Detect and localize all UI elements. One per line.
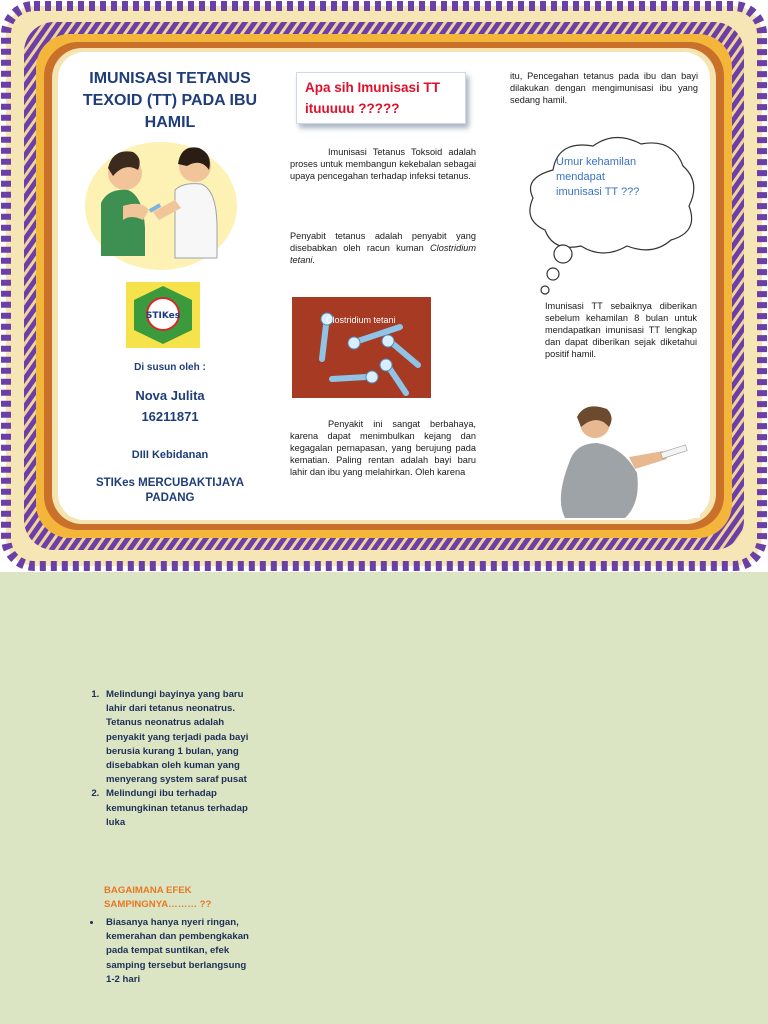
benefits-list (84, 688, 254, 830)
side-effects-list (84, 916, 254, 987)
student-id: 16211871 (141, 409, 199, 424)
danger-paragraph: Penyakit ini sangat berbahaya, karena dapat menimbulkan kejang dan kegagalan pernapasan, yang berujung pada kematian. Paling rentan adalah bayi baru lahir dan ibu yang melahirkan. Oleh karena (290, 419, 476, 477)
list-item: 2. Melindungi ibu terhadap kemungkinan tetanus terhadap luka (102, 787, 254, 830)
clostridium-photo (292, 297, 431, 398)
side-effect-heading: BAGAIMANA EFEK SAMPINGNYA……… ?? (104, 885, 212, 910)
brochure-title: IMUNISASI TETANUS TEXOID (TT) PADA IBU HAMIL (82, 70, 258, 131)
institution-name: STIKes MERCUBAKTIJAYA PADANG (95, 477, 245, 504)
cloud-question: Umur kehamilan mendapat imunisasi TT ??? (556, 156, 640, 198)
svg-text:STIKes: STIKes (145, 311, 181, 321)
timing-paragraph: Imunisasi TT sebaiknya diberikan sebelum kehamilan 8 bulan untuk mendapatkan imunisasi TT lengkap dan dapat diberikan sejak diketahui positif hamil. (545, 301, 697, 359)
pregnant-woman-photo (545, 403, 700, 518)
section-heading: Apa sih Imunisasi TT ituuuuu ????? (296, 72, 466, 124)
bacteria-name: Clostridium tetani. (290, 243, 476, 265)
vaccination-illustration (83, 128, 239, 274)
cause-paragraph (290, 230, 476, 266)
program-name: DIII Kebidanan (131, 449, 209, 461)
definition-paragraph: Imunisasi Tetanus Toksoid adalah proses untuk membangun kekebalan sebagai upaya pencegahan terhadap infeksi tetanus. (290, 147, 476, 181)
prevention-paragraph: itu, Pencegahan tetanus pada ibu dan bayi dilakukan dengan mengimunisasi ibu yang sedang hamil. (510, 71, 698, 105)
stikes-logo (126, 282, 200, 348)
cause-text: Penyabit tetanus adalah penyabit yang disebabkan oleh racun kuman (290, 231, 476, 253)
photo-label: Clostridium tetani (326, 315, 396, 325)
compiled-by-label: Di susun oleh : (134, 362, 206, 373)
list-item: • Biasanya hanya nyeri ringan, kemerahan dan pembengkakan pada tempat suntikan, efek samping tersebut berlangsung 1-2 hari (102, 916, 254, 987)
author-name: Nova Julita (135, 388, 205, 403)
list-item: 1. Melindungi bayinya yang baru lahir dari tetanus neonatrus. Tetanus neonatrus adalah penyakit yang terjadi pada bayi berusia kurang 1 bulan, yang disebabkan oleh kuman yang menyerang system saraf pusat (102, 688, 254, 787)
